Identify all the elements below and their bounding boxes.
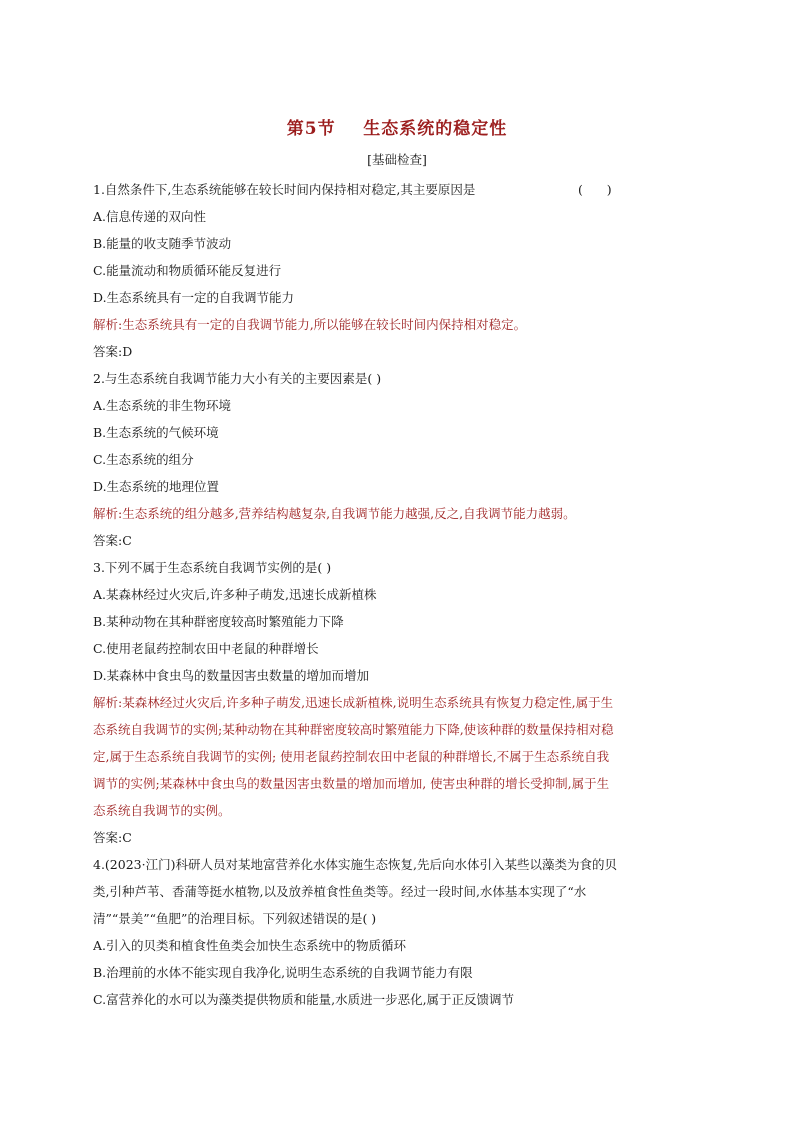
option-c: C.能量流动和物质循环能反复进行 xyxy=(93,263,282,278)
question-list xyxy=(93,176,705,1013)
question-stem: 4.(2023·江门)科研人员对某地富营养化水体实施生态恢复,先后向水体引入某些以藻类为食的贝 xyxy=(93,857,617,872)
answer-bracket: ( ) xyxy=(578,182,612,197)
option-b: B.某种动物在其种群密度较高时繁殖能力下降 xyxy=(93,614,344,629)
page-title: 第5节 生态系统的稳定性 xyxy=(286,119,508,139)
answer: 答案:C xyxy=(93,830,132,845)
option-a: A.信息传递的双向性 xyxy=(93,209,207,224)
question-stem-text: 1.自然条件下,生态系统能够在较长时间内保持相对稳定,其主要原因是 xyxy=(93,182,476,197)
analysis-line: 调节的实例;某森林中食虫鸟的数量因害虫数量的增加而增加, 使害虫种群的增长受抑制,属于生 xyxy=(93,776,610,791)
answer: 答案:D xyxy=(93,344,133,359)
section-label: [基础检查] xyxy=(367,152,427,167)
analysis-line: 态系统自我调节的实例。 xyxy=(93,803,231,818)
analysis xyxy=(93,500,705,527)
option-b: B.治理前的水体不能实现自我净化,说明生态系统的自我调节能力有限 xyxy=(93,965,473,980)
question-4 xyxy=(93,851,705,1013)
question-3 xyxy=(93,554,705,851)
question-stem: 2.与生态系统自我调节能力大小有关的主要因素是( ) xyxy=(93,371,382,386)
question-stem xyxy=(93,176,705,203)
analysis xyxy=(93,689,705,824)
option-a: A.引入的贝类和植食性鱼类会加快生态系统中的物质循环 xyxy=(93,938,407,953)
option-b: B.能量的收支随季节波动 xyxy=(93,236,232,251)
answer: 答案:C xyxy=(93,533,132,548)
option-c: C.富营养化的水可以为藻类提供物质和能量,水质进一步恶化,属于正反馈调节 xyxy=(93,992,515,1007)
question-2 xyxy=(93,365,705,554)
option-b: B.生态系统的气候环境 xyxy=(93,425,219,440)
option-c: C.使用老鼠药控制农田中老鼠的种群增长 xyxy=(93,641,319,656)
question-stem: 类,引种芦苇、香蒲等挺水植物,以及放养植食性鱼类等。经过一段时间,水体基本实现了“水 xyxy=(93,884,587,899)
analysis-line: 定,属于生态系统自我调节的实例; 使用老鼠药控制农田中老鼠的种群增长,不属于生态系统自我 xyxy=(93,749,610,764)
analysis-line: 态系统自我调节的实例;某种动物在其种群密度较高时繁殖能力下降,使该种群的数量保持相对稳 xyxy=(93,722,614,737)
analysis-line: 解析:某森林经过火灾后,许多种子萌发,迅速长成新植株,说明生态系统具有恢复力稳定性,属于生 xyxy=(93,695,614,710)
option-a: A.某森林经过火灾后,许多种子萌发,迅速长成新植株 xyxy=(93,587,377,602)
analysis-line: 解析:生态系统的组分越多,营养结构越复杂,自我调节能力越强,反之,自我调节能力越弱。 xyxy=(93,506,576,521)
option-d: D.生态系统具有一定的自我调节能力 xyxy=(93,290,295,305)
question-stem: 清”“景美”“鱼肥”的治理目标。下列叙述错误的是( ) xyxy=(93,911,377,926)
option-d: D.生态系统的地理位置 xyxy=(93,479,220,494)
analysis xyxy=(93,311,705,338)
analysis-line: 解析:生态系统具有一定的自我调节能力,所以能够在较长时间内保持相对稳定。 xyxy=(93,317,527,332)
question-stem: 3.下列不属于生态系统自我调节实例的是( ) xyxy=(93,560,332,575)
option-d: D.某森林中食虫鸟的数量因害虫数量的增加而增加 xyxy=(93,668,370,683)
option-c: C.生态系统的组分 xyxy=(93,452,194,467)
option-a: A.生态系统的非生物环境 xyxy=(93,398,232,413)
question-1 xyxy=(93,176,705,365)
